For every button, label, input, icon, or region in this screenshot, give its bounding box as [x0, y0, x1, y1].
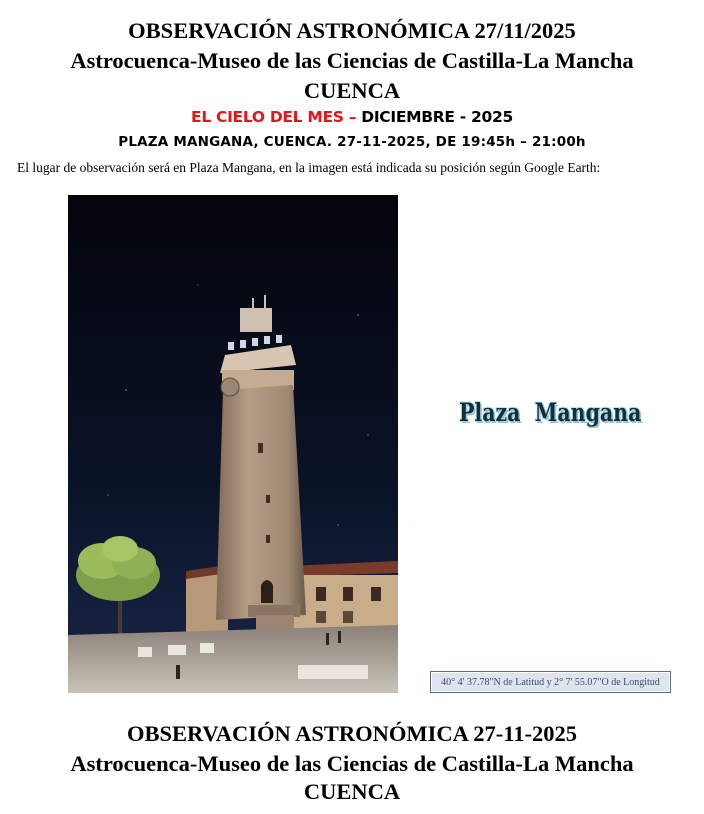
- subtitle-month-part: DICIEMBRE - 2025: [356, 108, 513, 126]
- subtitle-red-part: EL CIELO DEL MES –: [191, 108, 357, 126]
- header-city: CUENCA: [303, 78, 401, 103]
- subtitle-cielo-del-mes: [0, 108, 704, 126]
- plaza-ground: [68, 625, 398, 693]
- tower-photo: [68, 195, 398, 693]
- footer-title: OBSERVACIÓN ASTRONÓMICA 27-11-2025: [126, 721, 578, 746]
- footer-city: CUENCA: [303, 779, 401, 804]
- header-museum: Astrocuenca-Museo de las Ciencias de Castilla-La Mancha: [70, 48, 634, 73]
- torre-mangana-illustration: [68, 195, 398, 693]
- header-title: OBSERVACIÓN ASTRONÓMICA 27/11/2025: [128, 18, 576, 43]
- footer-museum: Astrocuenca-Museo de las Ciencias de Castilla-La Mancha: [70, 751, 634, 776]
- plaza-mangana-label: Plaza Mangana: [459, 398, 642, 427]
- coordinates-box: 40° 4' 37.78"N de Latitud y 2° 7' 55.07"O de Longitud: [430, 671, 671, 693]
- intro-text: El lugar de observación será en Plaza Mangana, en la imagen está indicada su posición según Google Earth:: [17, 160, 601, 175]
- location-line: PLAZA MANGANA, CUENCA. 27-11-2025, DE 19:45h – 21:00h: [118, 134, 586, 150]
